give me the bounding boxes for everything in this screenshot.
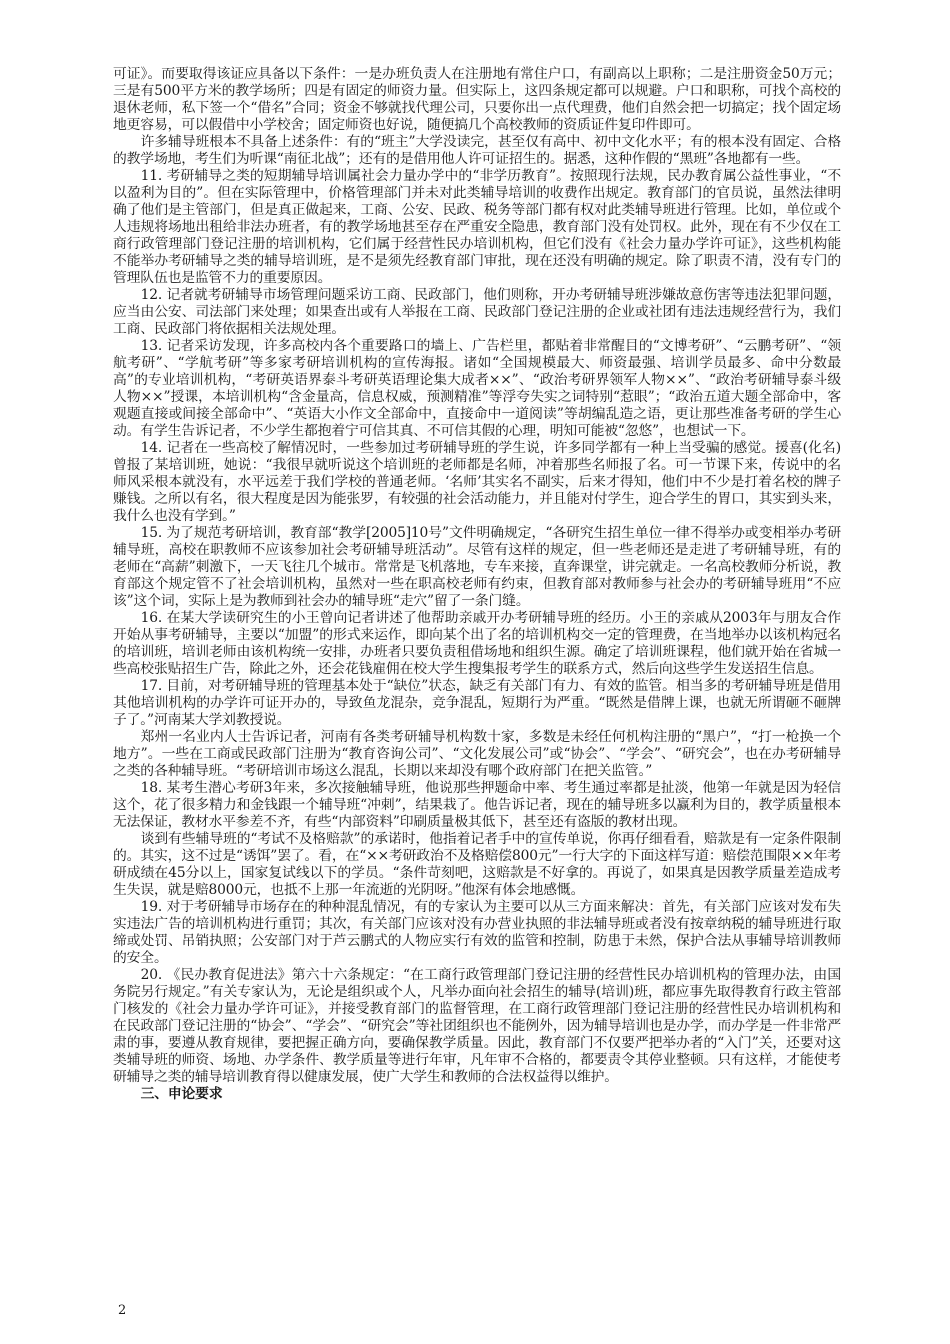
paragraph-13: 13. 记者采访发现，许多高校内各个重要路口的墙上、广告栏里，都贴着非常醒目的“文博考研”、“云鹏考研”、“领航考研”、“学航考研”等多家考研培训机构的宣传海报。诸如“全国规模最大、师资最强、培训学员最多、命中分数最高”的专业培训机构，“考研英语界泰斗考研英语理论集大成者××”、“政治考研界领军人物××”、“政治考研辅导泰斗级人物××”授课，本培训机构“含金量高，信息权威，预测精准”等浮夸失实之词特别“惹眼”；“政治五道大题全部命中，客观题直接或间接全部命中”、“英语大小作文全部命中，直接命中一道阅读”等胡编乱造之语，更让那些准备考研的学生心动。有学生告诉记者，不少学生都抱着宁可信其真、不可信其假的心理，明知可能被“忽悠”，也想试一下。 <box>113 338 841 439</box>
paragraph-11: 11. 考研辅导之类的短期辅导培训属社会力量办学中的“非学历教育”。按照现行法规，民办教育属公益性事业，“不以盈利为目的”。但在实际管理中，价格管理部门并未对此类辅导培训的收费作出规定。教育部门的官员说，虽然法律明确了他们是主管部门，但是真正做起来，工商、公安、民政、税务等部门都有权对此类辅导班进行管理。比如，单位或个人违规将场地出租给非法办班者，有的教学场地甚至存在严重安全隐患，教育部门没有处罚权。此外，现在有不少仅在工商行政管理部门登记注册的培训机构，它们属于经营性民办培训机构，但它们没有《社会力量办学许可证》，这些机构能不能举办考研辅导之类的辅导培训班，是不是须先经教育部门审批，现在还没有明确的规定。除了职责不清，没有专门的管理队伍也是监管不力的重要原因。 <box>113 168 841 286</box>
paragraph-20: 20. 《民办教育促进法》第六十六条规定：“在工商行政管理部门登记注册的经营性民办培训机构的管理办法，由国务院另行规定。”有关专家认为，无论是组织或个人，凡举办面向社会招生的辅导(培训)班，都应事先取得教育行政主管部门核发的《社会力量办学许可证》，并接受教育部门的监督管理，在工商行政管理部门登记注册的经营性民办培训机构和在民政部门登记注册的“协会”、“学会”、“研究会”等社团组织也不能例外，因为辅导培训也是办学，而办学是一件非常严肃的事，要遵从教育规律，要把握正确方向，要确保教学质量。因此，教育部门不仅要严把举办者的“入门”关，还要对这类辅导班的师资、场地、办学条件、教学质量等进行年审，凡年审不合格的，都要责令其停业整顿。只有这样，才能使考研辅导之类的辅导培训教育得以健康发展，使广大学生和教师的合法权益得以维护。 <box>113 967 841 1085</box>
paragraph: 郑州一名业内人士告诉记者，河南有各类考研辅导机构数十家，多数是未经任何机构注册的“黑户”，“打一枪换一个地方”。一些在工商或民政部门注册为“教育咨询公司”、“文化发展公司”或“协会”、“学会”、“研究会”，也在办考研辅导之类的各种辅导班。“考研培训市场这么混乱，长期以来却没有哪个政府部门在把关监管。” <box>113 729 841 779</box>
paragraph: 许多辅导班根本不具备上述条件：有的“班主”大学没读完，甚至仅有高中、初中文化水平；有的根本没有固定、合格的教学场地，考生们为听课“南征北战”；还有的是借用他人许可证招生的。据悉，这种作假的“黑班”各地都有一些。 <box>113 134 841 167</box>
paragraph-15: 15. 为了规范考研培训，教育部“教学[2005]10号”文件明确规定，“各研究生招生单位一律不得举办或变相举办考研辅导班，高校在职教师不应该参加社会考研辅导班活动”。尽管有这样的规定，但一些老师还是走进了考研辅导班，有的老师在“高薪”刺激下，一天飞往几个城市。常常是飞机落地，专车来接，直奔课堂，讲完就走。一名高校教师分析说，教育部这个规定管不了社会培训机构，虽然对一些在职高校老师有约束，但教育部对教师参与社会办的考研辅导班用“不应该”这个词，实际上是为教师到社会办的辅导班“走穴”留了一条门缝。 <box>113 525 841 609</box>
paragraph-14: 14. 记者在一些高校了解情况时，一些参加过考研辅导班的学生说，许多同学都有一种上当受骗的感觉。援喜(化名)曾报了某培训班，她说：“我很早就听说这个培训班的老师都是名师，冲着那些名师报了名。可一节课下来，传说中的名师风采根本就没有，水平远差于我们学校的普通老师。‘名师’其实名不副实，后来才得知，他们中不少是打着名校的牌子赚钱。之所以有名，很大程度是因为能张罗，有较强的社会活动能力，并且能对付学生，迎合学生的胃口，其实到头来，我什么也没有学到。” <box>113 440 841 524</box>
paragraph-continuation: 可证》。而要取得该证应具备以下条件：一是办班负责人在注册地有常住户口，有副高以上职称；二是注册资金50万元；三是有500平方米的教学场所；四是有固定的师资力量。但实际上，这四条规定都可以规避。户口和职称，可找个高校的退休老师，私下签一个“借名”合同；资金不够就找代理公司，只要你出一点代理费，他们自然会把一切搞定；找个固定场地更容易，可以假借中小学校舍；固定师资也好说，随便搞几个高校教师的资质证件复印件即可。 <box>113 66 841 133</box>
document-body <box>113 66 841 1103</box>
paragraph-17: 17. 目前，对考研辅导班的管理基本处于“缺位”状态，缺乏有关部门有力、有效的监管。相当多的考研辅导班是借用其他培训机构的办学许可证开办的，导致鱼龙混杂，竞争混乱，短期行为严重。“既然是借牌上课，也就无所谓砸不砸牌子了。”河南某大学刘教授说。 <box>113 678 841 728</box>
paragraph-12: 12. 记者就考研辅导市场管理问题采访工商、民政部门，他们则称，开办考研辅导班涉嫌故意伤害等违法犯罪问题，应当由公安、司法部门来处理；如果查出或有人举报在工商、民政部门登记注册的企业或社团有违法违规经营行为，我们工商、民政部门将依据相关法规处理。 <box>113 287 841 337</box>
section-heading: 三、申论要求 <box>140 1086 223 1102</box>
page-number: 2 <box>118 1303 127 1318</box>
paragraph-16: 16. 在某大学读研究生的小王曾向记者讲述了他帮助亲戚开办考研辅导班的经历。小王的亲戚从2003年与朋友合作开始从事考研辅导，主要以“加盟”的形式来运作，即向某个出了名的培训机构交一定的管理费，在当地举办以该机构冠名的培训班，培训老师由该机构统一安排，办班者只要负责租借场地和组织生源。确定了培训班课程，他们就开始在省城一些高校张贴招生广告，除此之外，还会花钱雇佣在校大学生搜集报考学生的联系方式，然后向这些学生发送招生信息。 <box>113 610 841 677</box>
paragraph: 谈到有些辅导班的“考试不及格赔款”的承诺时，他指着记者手中的宣传单说，你再仔细看看，赔款是有一定条件限制的。其实，这不过是“诱饵”罢了。看，在“××考研政治不及格赔偿800元”一行大字的下面这样写道：赔偿范围限××年考研成绩在45分以上，国家复试线以下的学员。“条件苛刻吧，这赔款是不好拿的。再说了，如果真是因教学质量差造成考生失误，就是赔8000元，也抵不上那一年流逝的光阴呀。”他深有体会地感慨。 <box>113 831 841 898</box>
paragraph-19: 19. 对于考研辅导市场存在的种种混乱情况，有的专家认为主要可以从三方面来解决：首先，有关部门应该对发布失实违法广告的培训机构进行重罚；其次，有关部门应该对没有办营业执照的非法辅导班或者没有按章纳税的辅导班进行取缔或处罚、吊销执照；公安部门对于芦云鹏式的人物应实行有效的监管和控制，防患于未然，保护合法从事辅导培训教师的安全。 <box>113 899 841 966</box>
paragraph-18: 18. 某考生潜心考研3年来，多次接触辅导班，他说那些押题命中率、考生通过率都是扯淡，他第一年就是因为轻信这个，花了很多精力和金钱跟一个辅导班“冲刺”，结果栽了。他告诉记者，现在的辅导班多以赢利为目的，教学质量根本无法保证，教材水平参差不齐，有些“内部资料”印刷质量极其低下，甚至还有盗版的教材出现。 <box>113 780 841 830</box>
